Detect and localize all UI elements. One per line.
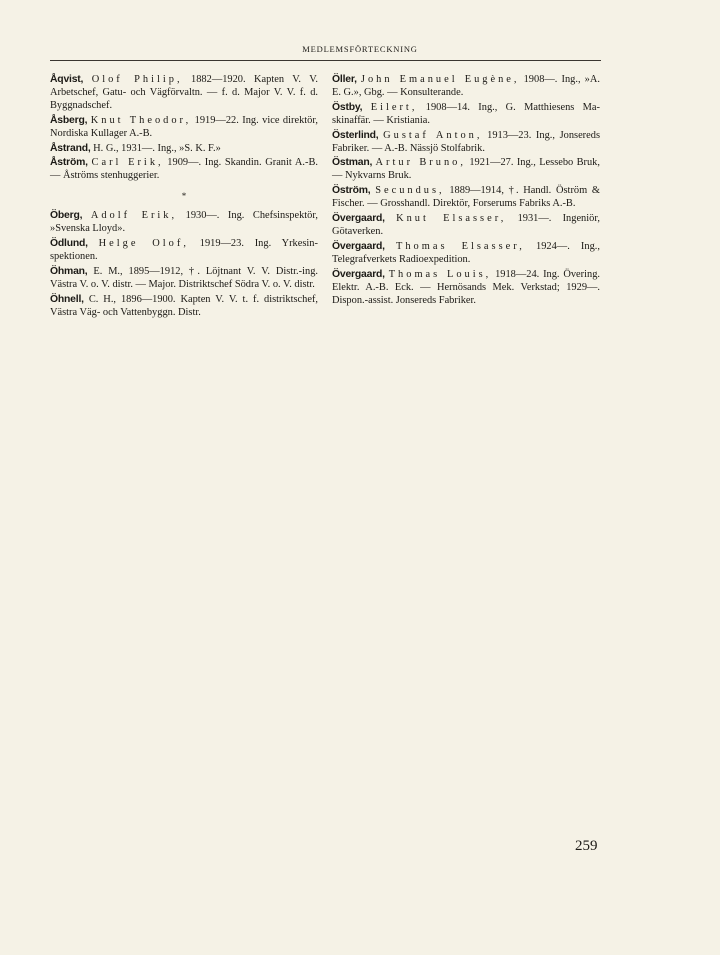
entry-given-names: Artur Bruno, (375, 157, 466, 169)
entry-details: 1921—27. Ing., Lessebo Bruk, — Nykvarns Bruk. (332, 157, 600, 182)
member-entry (332, 241, 600, 267)
member-entry (332, 157, 600, 183)
entry-group-1 (50, 74, 318, 183)
entry-details: 1882—1920. Kapten V. V. Arbetschef, Gatu- och Vägförvaltn. — f. d. Major V. V. f. d. Byggnadschef. (50, 74, 319, 111)
entry-surname: Åqvist, (50, 74, 84, 85)
entry-given-names: Knut Elsasser, (396, 213, 507, 225)
entry-surname: Öhnell, (50, 293, 84, 305)
member-entry (50, 210, 318, 236)
entry-given-names: John Emanuel Eugène, (360, 74, 520, 85)
entry-given-names: Secundus, (375, 185, 445, 197)
entry-surname: Öström, (332, 185, 371, 197)
member-entry (50, 266, 318, 292)
entry-given-names: Helge Olof, (98, 238, 189, 250)
entry-given-names: Gustaf Anton, (383, 129, 483, 141)
entry-given-names: Thomas Elsasser, (396, 240, 525, 252)
entry-details: 1919—22. Ing. vice direktör, Nordiska Kullager A.-B. (50, 114, 318, 139)
entry-surname: Åsberg, (50, 114, 88, 126)
entry-surname: Åström, (50, 157, 88, 169)
member-entry (50, 238, 318, 264)
entry-surname: Östman, (332, 157, 373, 169)
entry-details: 1908—. Ing., »A. E. G.», Gbg. — Konsulterande. (332, 74, 600, 98)
member-entry (332, 185, 600, 211)
member-entry (332, 130, 600, 156)
entry-given-names: Olof Philip, (91, 74, 183, 85)
entry-details: 1913—23. Ing., Jonsereds Fabriker. — A.-B. Nässjö Stolfabrik. (332, 129, 600, 154)
member-entry (332, 269, 600, 308)
member-entry (332, 102, 600, 128)
entry-details: 1924—. Ing., Telegrafverkets Radioexpedition. (332, 240, 600, 265)
entry-details: 1909—. Ing. Skandin. Granit A.-B. — Åströms stenhuggerier. (50, 157, 318, 182)
member-entry (50, 115, 318, 141)
member-entry (332, 74, 600, 100)
running-header: MEDLEMSFÖRTECKNING (302, 44, 418, 54)
entry-details: E. M., 1895—1912, †. Löjtnant V. V. Distr.-ing. Västra V. o. V. distr. — Major. Distriktschef Södra V. o. V. distr. (50, 265, 318, 290)
entry-surname: Österlind, (332, 129, 379, 141)
entry-group-2 (50, 210, 318, 319)
member-entry (50, 294, 318, 320)
left-column (50, 74, 318, 322)
entry-details: H. G., 1931—. Ing., »S. K. F.» (93, 142, 221, 154)
section-separator: * (181, 191, 187, 202)
member-entry (50, 157, 318, 183)
entry-given-names: Carl Erik, (91, 157, 164, 169)
right-column (332, 74, 600, 309)
entry-surname: Östby, (332, 101, 363, 113)
member-entry (50, 143, 318, 156)
header-rule (50, 60, 601, 61)
entry-details: 1931—. Ingeniör, Götaverken. (332, 213, 600, 237)
entry-surname: Öller, (332, 74, 357, 85)
entry-surname: Övergaard, (332, 268, 385, 280)
entry-surname: Övergaard, (332, 240, 385, 252)
entry-details: 1930—. Ing. Chefsinspektör, »Svenska Lloyd». (50, 210, 318, 235)
entry-details: 1918—24. Ing. Övering. Elektr. A.-B. Eck. — Hernösands Mek. Verkstad; 1929—. Dispon.-assist. Jonsereds Fabriker. (332, 268, 600, 306)
entry-given-names: Adolf Erik, (90, 210, 178, 222)
entry-details: 1919—23. Ing. Yrkesinspektionen. (50, 238, 318, 262)
entry-details: C. H., 1896—1900. Kapten V. V. t. f. distriktschef, Västra Väg- och Vattenbyggn. Distr. (50, 293, 318, 318)
entry-surname: Övergaard, (332, 213, 385, 225)
member-entry (50, 74, 318, 113)
page-number: 259 (575, 838, 598, 854)
entry-given-names: Eilert, (370, 101, 418, 113)
entry-surname: Öhman, (50, 265, 88, 277)
entry-details: 1889—1914, †. Handl. Öström & Fischer. — Grosshandl. Direktör, Forserums Fabriks A.-B. (332, 185, 600, 210)
entry-surname: Åstrand, (50, 142, 91, 154)
entry-surname: Öberg, (50, 210, 83, 222)
entry-given-names: Thomas Louis, (388, 268, 492, 280)
entry-given-names: Knut Theodor, (90, 114, 192, 126)
entry-surname: Ödlund, (50, 238, 88, 250)
entry-details: 1908—14. Ing., G. Matthiesens Maskinaffär. — Kristiania. (332, 101, 601, 126)
member-entry (332, 213, 600, 239)
